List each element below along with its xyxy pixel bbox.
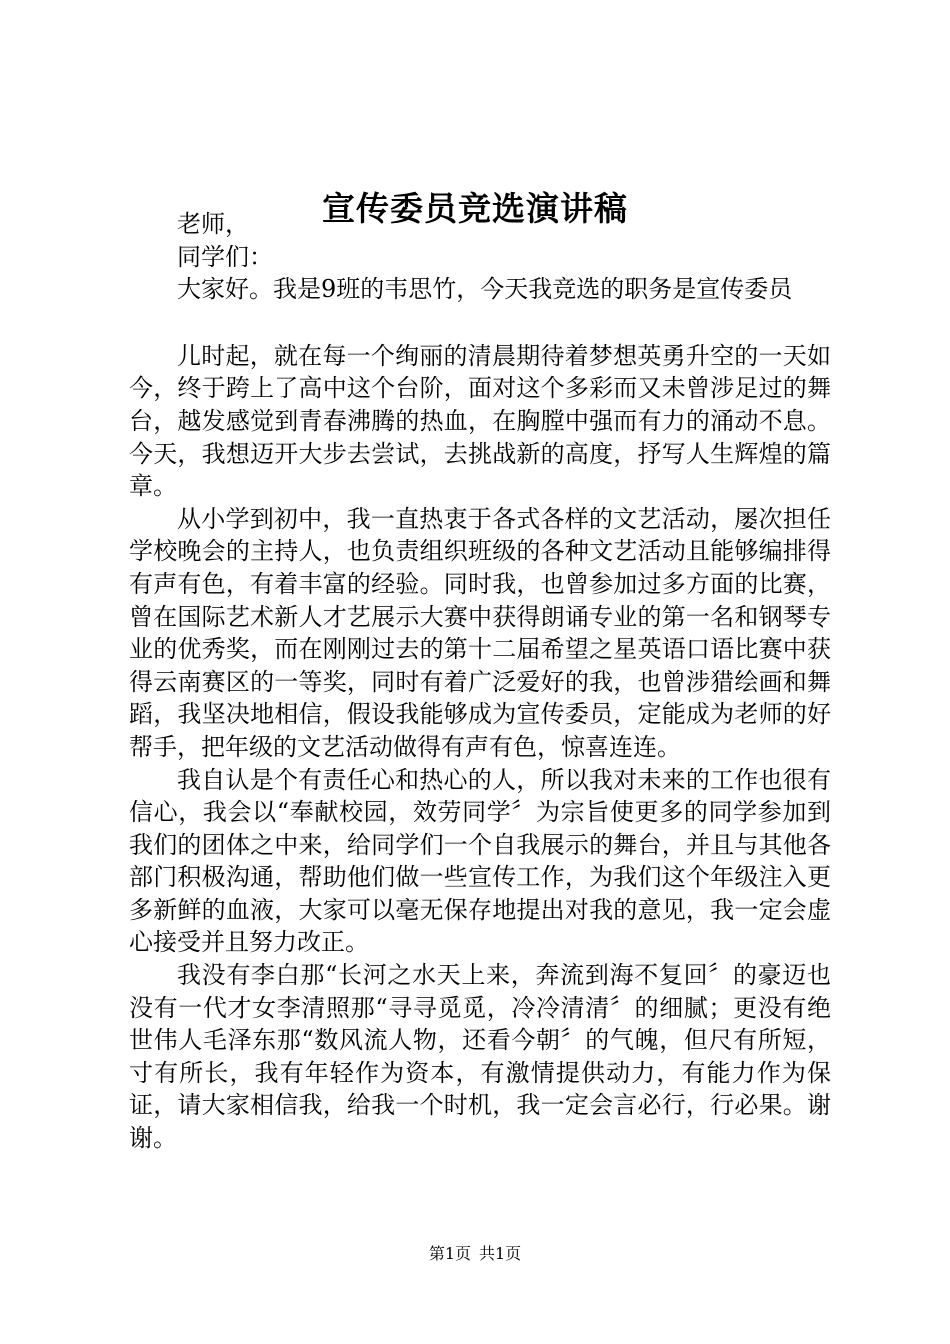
paragraph-gap [129, 306, 831, 340]
page-footer [0, 1243, 950, 1265]
salutation-classmates: 同学们： [177, 242, 273, 271]
document-title: 宣传委员竞选演讲稿 [322, 189, 628, 228]
page-number: 第1页 [428, 1244, 471, 1263]
page-total: 共1页 [479, 1244, 522, 1263]
body-paragraph: 我自认是个有责任心和热心的人，所以我对未来的工作也很有信心，我会以“奉献校园，效劳同学〞为宗旨使更多的同学参加到我们的团体之中来，给同学们一个自我展示的舞台，并且与其他各部门积极沟通，帮助他们做一些宣传工作，为我们这个年级注入更多新鲜的血液，大家可以毫无保存地提出对我的意见，我一定会虚心接受并且努力改正。 [129, 765, 831, 957]
document-body [129, 208, 831, 1155]
intro-paragraph: 大家好。我是9班的韦思竹，今天我竞选的职务是宣传委员 [177, 275, 793, 304]
salutation-teachers: 老师， [177, 210, 249, 238]
body-paragraph: 从小学到初中，我一直热衷于各式各样的文艺活动，屡次担任学校晚会的主持人，也负责组织班级的各种文艺活动且能够编排得有声有色，有着丰富的经验。同时我，也曾参加过多方面的比赛，曾在国际艺术新人才艺展示大赛中获得朗诵专业的第一名和钢琴专业的优秀奖，而在刚刚过去的第十二届希望之星英语口语比赛中获得云南赛区的一等奖，同时有着广泛爱好的我，也曾涉猎绘画和舞蹈，我坚决地相信，假设我能够成为宣传委员，定能成为老师的好帮手，把年级的文艺活动做得有声有色，惊喜连连。 [129, 504, 831, 761]
body-paragraph: 儿时起，就在每一个绚丽的清晨期待着梦想英勇升空的一天如今，终于跨上了高中这个台阶，面对这个多彩而又未曾涉足过的舞台，越发感觉到青春沸腾的热血，在胸膛中强而有力的涌动不息。今天，我想迈开大步去尝试，去挑战新的高度，抒写人生辉煌的篇章。 [129, 341, 831, 501]
body-paragraph: 我没有李白那“长河之水天上来，奔流到海不复回〞的豪迈也没有一代才女李清照那“寻寻觅觅，冷冷清清〞的细腻；更没有绝世伟人毛泽东那“数风流人物，还看今朝〞的气魄，但尺有所短，寸有所长，我有年轻作为资本，有激情提供动力，有能力作为保证，请大家相信我，给我一个时机，我一定会言必行，行必果。谢谢。 [129, 961, 831, 1153]
